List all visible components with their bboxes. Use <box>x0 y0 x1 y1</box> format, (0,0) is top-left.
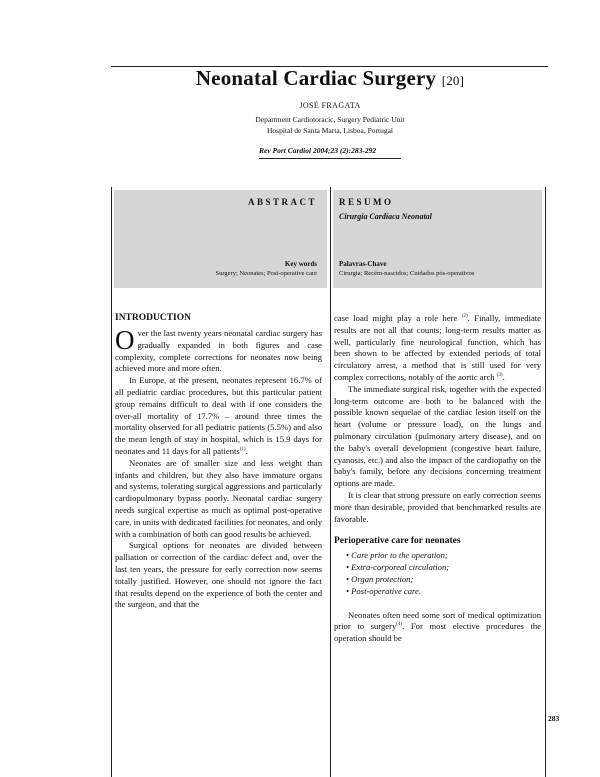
page-number: 283 <box>548 714 560 723</box>
resumo-subtitle: Cirurgia Cardíaca Neonatal <box>339 212 432 221</box>
abstract-heading: ABSTRACT <box>247 197 317 207</box>
reference-2: (2) <box>461 314 468 320</box>
center-column-rule <box>330 187 331 777</box>
intro-paragraph-2-text: In Europe, at the present, neonates represent 16.7% of all pediatric cardiac procedures, but this particular patient group remains difficult to deal with if one considers the over-all mortality of 17.7% – around three times the mortality observed for all pediatric patients (5.5%) and also the mean length of stay in hospital, which is 15.9 days for neonates and 11 days for all patients <box>115 375 322 456</box>
right-paragraph-1-mid: . Finally, immediate results are not all that counts; long-term results matter as well, particularly fine neurological function, which has been shown to be affected by extended periods of total circulatory arrest, a method that is still used for very complex corrections, notably of the aortic arch <box>334 313 541 382</box>
abstract-keywords-label: Key words <box>284 260 317 268</box>
reference-1: (1) <box>239 447 246 453</box>
right-paragraph-2: The immediate surgical risk, together with the expected long-term outcome are both to be balanced with the possible known sequelae of the cardiac lesion itself on the heart (volume or pressure load), on the lungs and pulmonary circulation (pulmonary artery disease), and on the baby's overall development (congestive heart failure, cyanosis, etc.) and also the impact of the cardiopathy on the baby's family, before any decisions concerning treatment options are made. <box>334 383 541 489</box>
citation-underline <box>259 158 401 159</box>
right-margin-rule <box>545 187 546 777</box>
article-title <box>110 66 550 91</box>
reference-3: (3) <box>496 373 503 379</box>
drop-cap: O <box>115 325 135 355</box>
intro-paragraph-3: Neonates are of smaller size and less weight than infants and children, but they also have immature organs and systems, tolerating surgical aggressions and particularly cardiopulmonary bypass poorly. Neonatal cardiac surgery needs surgical expertise as much as optimal post-operative care, in units with dedicated facilities for neonates, and only with a combination of both can good results be achieved. <box>115 457 322 539</box>
author-name: JOSÉ FRAGATA <box>299 101 361 110</box>
list-item: • Post-operative care. <box>346 585 422 596</box>
resumo-keywords: Cirurgia; Recém-nascidos; Cuidados pós-operativos <box>339 270 475 277</box>
affiliation-line-2: Hospital de Santa Marta, Lisboa, Portugal <box>266 126 394 135</box>
intro-paragraph-1-text: ver the last twenty years neonatal cardiac surgery has gradually expanded in both figures and case complexity, complete corrections for neonates now being achieved more and more often. <box>115 328 322 374</box>
list-item: • Care prior to the operation; <box>346 550 448 561</box>
resumo-keywords-label: Palavras-Chave <box>339 260 387 268</box>
affiliation <box>110 114 550 136</box>
intro-paragraph-2-end: . <box>245 445 248 456</box>
intro-paragraph-2 <box>115 375 322 458</box>
perioperative-list <box>334 550 541 597</box>
perioperative-heading: Perioperative care for neonates <box>334 536 461 547</box>
right-paragraph-1-end: . <box>502 371 505 382</box>
title-text: Neonatal Cardiac Surgery <box>195 66 437 90</box>
resumo-heading: RESUMO <box>339 197 394 207</box>
list-item: • Organ protection; <box>346 573 414 584</box>
left-margin-rule <box>111 187 112 777</box>
right-paragraph-1 <box>334 313 541 384</box>
right-paragraph-4-end: . For most elective procedures the operation should be <box>334 621 541 644</box>
right-paragraph-4 <box>334 610 541 645</box>
abstract-box <box>114 190 327 288</box>
right-paragraph-4-text: Neonates often need some sort of medical optimization prior to surgery <box>334 609 541 632</box>
reference-4: (4) <box>396 622 403 628</box>
right-paragraph-3: It is clear that strong pressure on early correction seems more than desirable, provided that benchmarked results are favorable. <box>334 489 541 524</box>
abstract-keywords: Surgery; Neonates; Post-operative care <box>215 270 317 277</box>
left-column <box>115 313 322 611</box>
right-column <box>334 313 541 645</box>
journal-citation: Rev Port Cardiol 2004;23 (2):283-292 <box>259 146 377 155</box>
title-reference: [20] <box>441 73 465 88</box>
affiliation-line-1: Department Cardiotoracic, Surgery Pediatric Unit <box>255 115 405 124</box>
introduction-heading: INTRODUCTION <box>115 313 192 323</box>
resumo-box <box>333 190 542 288</box>
right-paragraph-1-text: case load might play a role here <box>334 313 458 323</box>
list-item: • Extra-corporeal circulation; <box>346 562 450 573</box>
intro-paragraph-4: Surgical options for neonates are divided between palliation or correction of the cardiac defect and, over the last ten years, the pressure for early correction now seems totally justified. However, one should not ignore the fact that results depend on the experience of both the center and the surgeon, and that the <box>115 540 322 610</box>
intro-paragraph-1 <box>115 325 322 375</box>
